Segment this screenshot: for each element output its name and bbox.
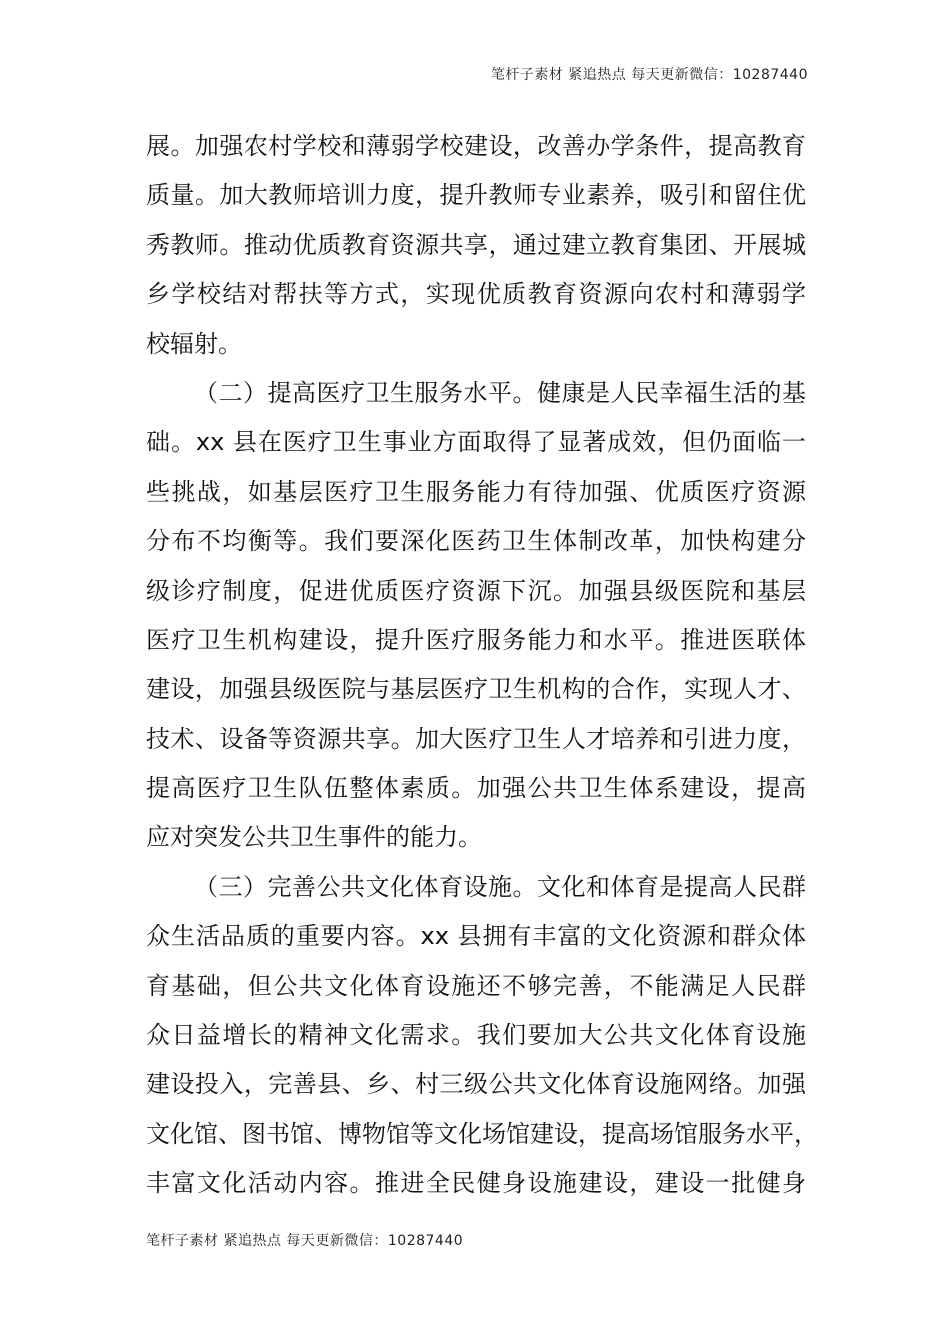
paragraph-3-line-5: 建设投入，完善县、乡、村三级公共文化体育设施网络。加强 [146,1070,806,1099]
paragraph-2-line-7: 建设，加强县级医院与基层医疗卫生机构的合作，实现人才、 [146,675,806,704]
paragraph-3-line-3: 育基础，但公共文化体育设施还不够完善，不能满足人民群 [146,971,806,1000]
paragraph-2-line-1: （二）提高医疗卫生服务水平。健康是人民幸福生活的基 [194,378,806,407]
paragraph-2-line-10: 应对突发公共卫生事件的能力。 [146,823,482,852]
paragraph-3-line-7: 丰富文化活动内容。推进全民健身设施建设，建设一批健身 [146,1169,806,1198]
page-footer-text: 笔杆子素材 紧追热点 每天更新微信：10287440 [146,1233,464,1249]
paragraph-2-line-9: 提高医疗卫生队伍整体素质。加强公共卫生体系建设，提高 [146,774,806,803]
paragraph-2-line-2: 础。xx 县在医疗卫生事业方面取得了显著成效，但仍面临一 [146,428,806,457]
paragraph-2-line-4: 分布不均衡等。我们要深化医药卫生体制改革，加快构建分 [146,527,806,556]
paragraph-1-line-3: 秀教师。推动优质教育资源共享，通过建立教育集团、开展城 [146,230,806,259]
paragraph-3-line-6: 文化馆、图书馆、博物馆等文化场馆建设，提高场馆服务水平， [146,1119,818,1148]
paragraph-3-line-1: （三）完善公共文化体育设施。文化和体育是提高人民群 [194,872,806,901]
page-header-text: 笔杆子素材 紧追热点 每天更新微信：10287440 [490,67,808,83]
paragraph-1-line-4: 乡学校结对帮扶等方式，实现优质教育资源向农村和薄弱学 [146,280,806,309]
document-body [146,122,818,1209]
paragraph-1-line-5: 校辐射。 [146,329,242,358]
paragraph-2-line-6: 医疗卫生机构建设，提升医疗服务能力和水平。推进医联体 [146,625,806,654]
paragraph-1-line-1: 展。加强农村学校和薄弱学校建设，改善办学条件，提高教育 [146,132,806,160]
paragraph-1-line-2: 质量。加大教师培训力度，提升教师专业素养，吸引和留住优 [146,181,806,210]
paragraph-2-line-3: 些挑战，如基层医疗卫生服务能力有待加强、优质医疗资源 [146,477,806,506]
paragraph-2-line-8: 技术、设备等资源共享。加大医疗卫生人才培养和引进力度， [146,724,806,753]
paragraph-2-line-5: 级诊疗制度，促进优质医疗资源下沉。加强县级医院和基层 [146,576,806,605]
paragraph-3-line-2: 众生活品质的重要内容。xx 县拥有丰富的文化资源和群众体 [146,922,806,951]
paragraph-3-line-4: 众日益增长的精神文化需求。我们要加大公共文化体育设施 [146,1021,806,1050]
